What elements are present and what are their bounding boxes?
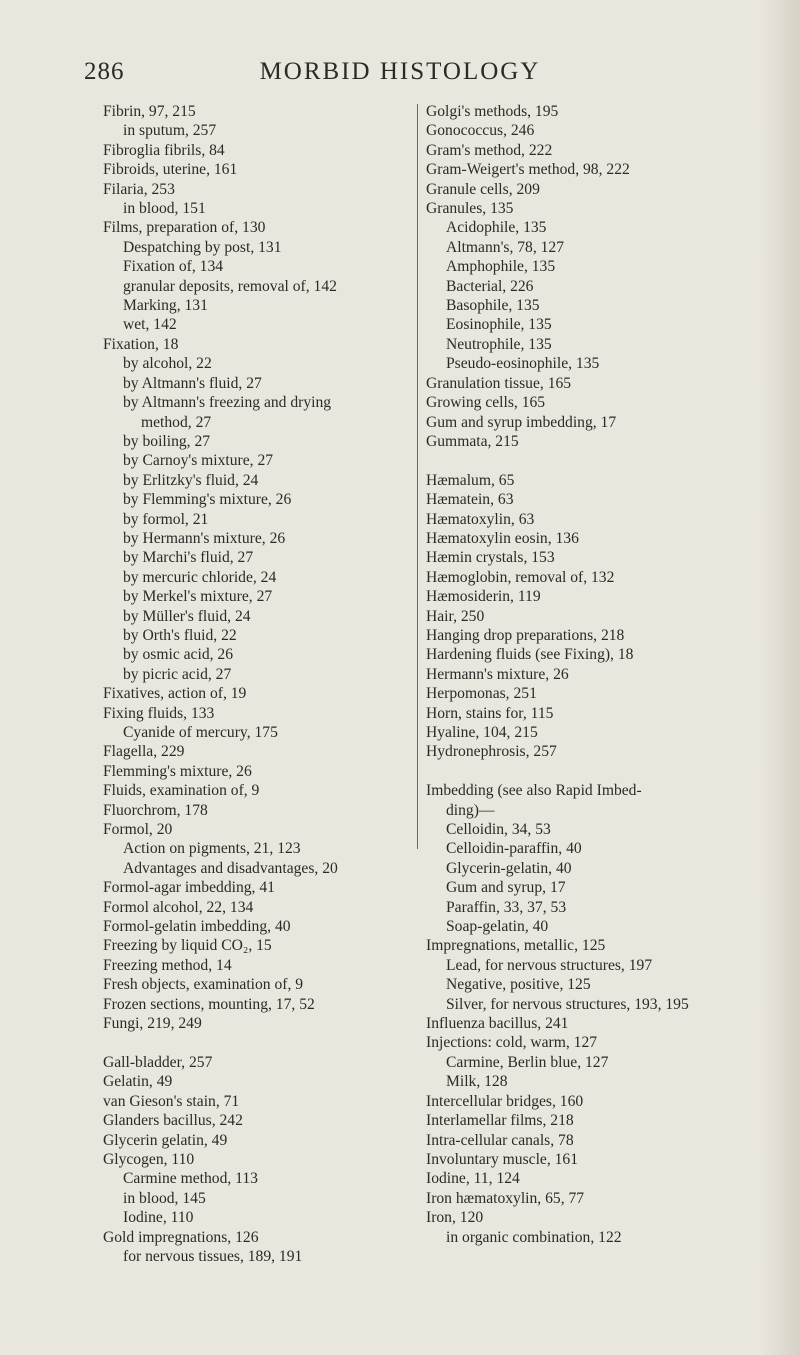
index-subentry: Carmine method, 113 (123, 1170, 258, 1188)
index-entry: Formol-gelatin imbedding, 40 (103, 918, 291, 936)
index-entry: Iodine, 11, 124 (426, 1170, 520, 1188)
index-entry: Fibroids, uterine, 161 (103, 161, 238, 179)
index-subentry: by formol, 21 (123, 510, 209, 528)
index-entry: Fixing fluids, 133 (103, 704, 215, 722)
index-subentry: Cyanide of mercury, 175 (123, 724, 278, 741)
column-divider (417, 104, 418, 849)
index-entry: Granules, 135 (426, 200, 514, 218)
index-subentry: Eosinophile, 135 (446, 316, 552, 334)
index-subentry: Basophile, 135 (446, 297, 540, 315)
index-subentry: by Altmann's fluid, 27 (123, 374, 262, 392)
index-subentry: Altmann's, 78, 127 (446, 238, 565, 256)
index-subentry: Paraffin, 33, 37, 53 (446, 898, 567, 916)
index-subentry: by Flemming's mixture, 26 (123, 491, 292, 509)
index-entry: Hæmatein, 63 (426, 491, 514, 509)
index-subentry: Negative, positive, 125 (446, 976, 591, 994)
index-gap (426, 762, 744, 781)
index-subentry: by Altmann's freezing and drying (123, 394, 332, 412)
index-subentry: Despatching by post, 131 (123, 238, 282, 256)
page-number: 286 (84, 58, 125, 85)
page-header (0, 58, 800, 88)
index-subentry: Bacterial, 226 (446, 277, 534, 295)
index-subentry: by picric acid, 27 (123, 665, 232, 683)
index-column-left (103, 102, 403, 1266)
index-entry: Horn, stains for, 115 (426, 704, 554, 722)
index-subentry: in organic combination, 122 (446, 1228, 622, 1246)
index-entry: Intercellular bridges, 160 (426, 1092, 584, 1110)
index-entry: Freezing by liquid CO₂, 15 (103, 937, 272, 955)
index-entry: Interlamellar films, 218 (426, 1112, 574, 1130)
index-subentry: Acidophile, 135 (446, 219, 547, 237)
index-subentry: by Marchi's fluid, 27 (123, 549, 254, 567)
index-subentry: Milk, 128 (446, 1073, 508, 1091)
index-entry: Hyaline, 104, 215 (426, 723, 538, 741)
index-subentry: by mercuric chloride, 24 (123, 568, 277, 586)
index-subentry: Marking, 131 (123, 297, 208, 315)
index-subentry: in sputum, 257 (123, 122, 217, 140)
index-subentry: Glycerin-gelatin, 40 (446, 859, 572, 877)
index-entry: Hæmosiderin, 119 (426, 588, 541, 606)
index-entry: Frozen sections, mounting, 17, 52 (103, 995, 315, 1013)
index-entry: Flemming's mixture, 26 (103, 762, 252, 780)
index-entry: Formol, 20 (103, 821, 173, 839)
index-subentry: by Hermann's mixture, 26 (123, 529, 286, 547)
index-subentry: by alcohol, 22 (123, 355, 212, 373)
page-edge-shadow (760, 0, 800, 1355)
index-entry: Fungi, 219, 249 (103, 1015, 202, 1033)
index-subentry: in blood, 145 (123, 1189, 206, 1207)
index-subentry: Pseudo-eosinophile, 135 (446, 355, 600, 373)
index-gap (426, 451, 744, 470)
index-subentry: Silver, for nervous structures, 193, 195 (446, 995, 689, 1013)
index-subentry: by Erlitzky's fluid, 24 (123, 471, 259, 489)
running-title: MORBID HISTOLOGY (259, 58, 541, 85)
index-entry: Involuntary muscle, 161 (426, 1150, 579, 1168)
index-entry: Influenza bacillus, 241 (426, 1015, 569, 1033)
index-entry: van Gieson's stain, 71 (103, 1092, 240, 1110)
index-subentry: method, 27 (141, 413, 212, 431)
index-subentry: Fixation of, 134 (123, 258, 224, 276)
index-entry: Hair, 250 (426, 607, 485, 625)
index-entry: Gall-bladder, 257 (103, 1053, 213, 1071)
index-entry: Flagella, 229 (103, 743, 185, 761)
index-entry: Intra-cellular canals, 78 (426, 1131, 574, 1149)
index-subentry: Celloidin, 34, 53 (446, 821, 551, 838)
index-entry: Hæmin crystals, 153 (426, 549, 555, 567)
index-entry: Hæmatoxylin, 63 (426, 510, 535, 528)
index-entry: Fluids, examination of, 9 (103, 782, 260, 800)
index-subentry: by Müller's fluid, 24 (123, 607, 251, 625)
index-entry: Fixatives, action of, 19 (103, 685, 247, 703)
index-entry: Hæmatoxylin eosin, 136 (426, 529, 579, 547)
index-subentry: wet, 142 (123, 316, 177, 334)
index-entry: Granulation tissue, 165 (426, 374, 572, 392)
index-entry: Freezing method, 14 (103, 956, 232, 974)
index-subentry: by osmic acid, 26 (123, 646, 234, 664)
index-entry: Iron hæmatoxylin, 65, 77 (426, 1189, 585, 1207)
index-entry: Hæmoglobin, removal of, 132 (426, 568, 615, 586)
index-entry: Formol alcohol, 22, 134 (103, 898, 254, 916)
index-entry: Gold impregnations, 126 (103, 1228, 259, 1246)
index-subentry: Lead, for nervous structures, 197 (446, 956, 653, 974)
index-entry: Hardening fluids (see Fixing), 18 (426, 646, 634, 664)
index-entry: Formol-agar imbedding, 41 (103, 879, 275, 897)
index-subentry: by boiling, 27 (123, 432, 211, 450)
index-subentry: Amphophile, 135 (446, 258, 556, 276)
index-entry: Fluorchrom, 178 (103, 801, 208, 819)
index-entry: Gram's method, 222 (426, 141, 553, 159)
index-column-right (426, 102, 744, 1247)
index-subentry: in blood, 151 (123, 200, 206, 218)
index-entry: Hydronephrosis, 257 (426, 743, 557, 761)
index-entry: Granule cells, 209 (426, 180, 540, 198)
index-subentry: Gum and syrup, 17 (446, 879, 566, 897)
index-entry: Iron, 120 (426, 1209, 484, 1227)
index-gap (103, 1034, 403, 1053)
index-entry: Growing cells, 165 (426, 394, 546, 412)
index-subentry: by Orth's fluid, 22 (123, 626, 237, 644)
index-subentry: Soap-gelatin, 40 (446, 918, 549, 936)
index-subentry: Carmine, Berlin blue, 127 (446, 1053, 609, 1071)
index-entry: Gum and syrup imbedding, 17 (426, 413, 617, 431)
index-entry: Gonococcus, 246 (426, 122, 535, 140)
index-subentry: granular deposits, removal of, 142 (123, 277, 337, 295)
index-entry: Glycogen, 110 (103, 1150, 195, 1168)
index-subentry: Iodine, 110 (123, 1209, 194, 1227)
index-entry: Films, preparation of, 130 (103, 219, 266, 237)
index-entry: Fibroglia fibrils, 84 (103, 141, 225, 159)
index-subentry: Neutrophile, 135 (446, 335, 552, 353)
index-entry: Hanging drop preparations, 218 (426, 626, 625, 644)
index-subentry: for nervous tissues, 189, 191 (123, 1247, 303, 1265)
index-entry: Fibrin, 97, 215 (103, 103, 196, 120)
index-subentry: Action on pigments, 21, 123 (123, 840, 301, 858)
index-subentry: Celloidin-paraffin, 40 (446, 840, 582, 858)
index-entry: Glanders bacillus, 242 (103, 1112, 243, 1130)
index-entry: Impregnations, metallic, 125 (426, 937, 606, 955)
index-entry: Gelatin, 49 (103, 1073, 173, 1091)
index-entry: Gram-Weigert's method, 98, 222 (426, 161, 630, 179)
index-entry: Herpomonas, 251 (426, 685, 537, 703)
index-entry: Imbedding (see also Rapid Imbed- (426, 782, 642, 800)
index-entry: Injections: cold, warm, 127 (426, 1034, 598, 1052)
index-entry: Gummata, 215 (426, 432, 519, 450)
index-entry: Hermann's mixture, 26 (426, 665, 569, 683)
index-entry: Fixation, 18 (103, 335, 179, 353)
index-subentry: Advantages and disadvantages, 20 (123, 859, 338, 877)
index-entry: Filaria, 253 (103, 180, 175, 198)
index-entry: Hæmalum, 65 (426, 471, 515, 489)
index-subentry: by Merkel's mixture, 27 (123, 588, 273, 606)
index-entry: Golgi's methods, 195 (426, 103, 559, 120)
index-entry: Fresh objects, examination of, 9 (103, 976, 304, 994)
index-entry: Glycerin gelatin, 49 (103, 1131, 228, 1149)
index-subentry: by Carnoy's mixture, 27 (123, 452, 274, 470)
index-subentry: ding)— (446, 801, 495, 819)
